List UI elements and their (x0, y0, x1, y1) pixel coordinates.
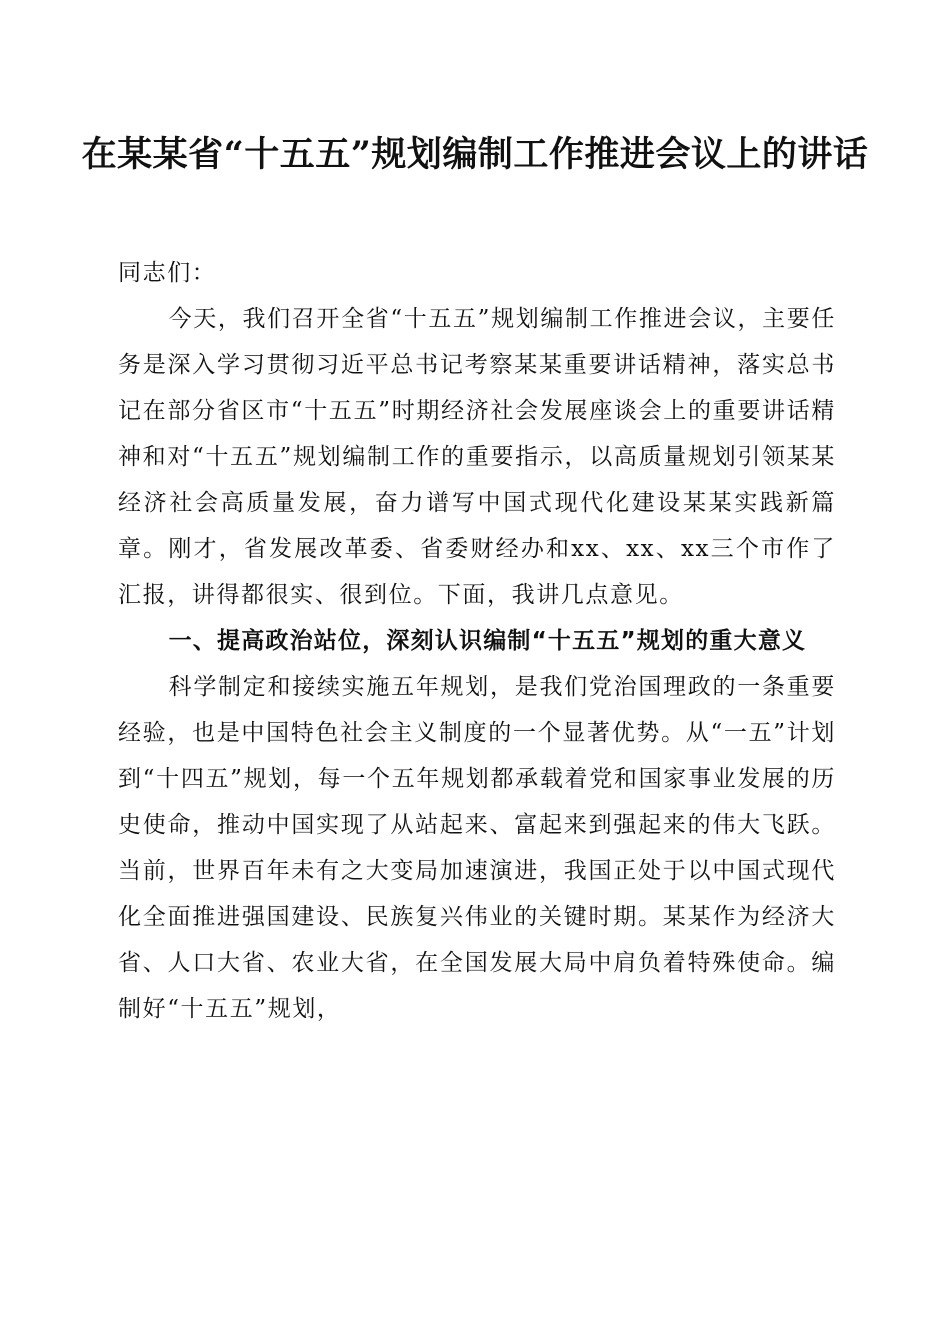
salutation: 同志们： (118, 260, 217, 286)
section-1-paragraph: 科学制定和接续实施五年规划，是我们党治国理政的一条重要经验，也是中国特色社会主义制度的一个显著优势。从“一五”计划到“十四五”规划，每一个五年规划都承载着党和国家事业发展的历史使命，推动中国实现了从站起来、富起来到强起来的伟大飞跃。当前，世界百年未有之大变局加速演进，我国正处于以中国式现代化全面推进强国建设、民族复兴伟业的关键时期。某某作为经济大省、人口大省、农业大省，在全国发展大局中肩负着特殊使命。编制好“十五五”规划， (118, 674, 836, 1022)
document-title: 在某某省“十五五”规划编制工作推进会议上的讲话 (81, 134, 869, 175)
section-heading-1: 一、提高政治站位，深刻认识编制“十五五”规划的重大意义 (168, 628, 807, 654)
document-body (118, 250, 836, 1032)
opening-paragraph: 今天，我们召开全省“十五五”规划编制工作推进会议，主要任务是深入学习贯彻习近平总书记考察某某重要讲话精神，落实总书记在部分省区市“十五五”时期经济社会发展座谈会上的重要讲话精神和对“十五五”规划编制工作的重要指示，以高质量规划引领某某经济社会高质量发展，奋力谱写中国式现代化建设某某实践新篇章。刚才，省发展改革委、省委财经办和xx、xx、xx三个市作了汇报，讲得都很实、很到位。下面，我讲几点意见。 (118, 306, 836, 608)
